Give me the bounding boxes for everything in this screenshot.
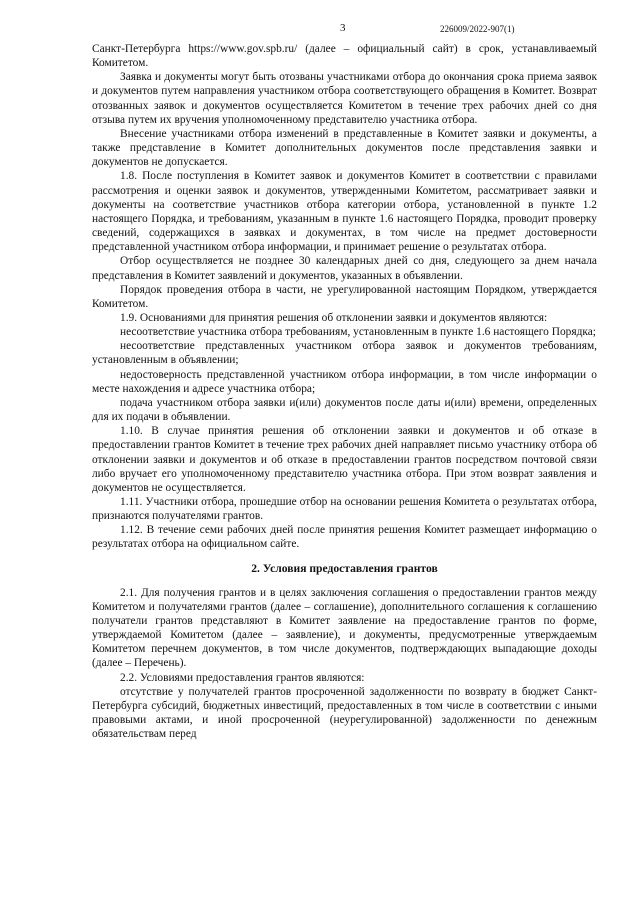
list-item: подача участником отбора заявки и(или) документов после даты и(или) времени, определенных для их подачи в объявлении. — [92, 396, 597, 424]
paragraph: Внесение участниками отбора изменений в представленные в Комитет заявки и документы, а также представление в Комитет дополнительных документов после представления заявки и документов не допускается. — [92, 127, 597, 169]
list-item: несоответствие участника отбора требованиям, установленным в пункте 1.6 настоящего Порядка; — [120, 326, 596, 339]
paragraph: 1.8. После поступления в Комитет заявок и документов Комитет в соответствии с правилами рассмотрения и оценки заявок и документов, утвержденными Комитетом, рассматривает заявки и документы на соответствие участников отбора категории отбора, установленной в пункте 1.2 настоящего Порядка, и требованиям, указанным в пункте 1.6 настоящего Порядка, проводит проверку сведений, содержащихся в заявках и документах, в том числе на предмет достоверности представленной участником отбора информации, и принимает решение о результатах отбора. — [92, 170, 597, 254]
paragraph: 1.10. В случае принятия решения об отклонении заявки и документов и об отказе в предоставлении грантов Комитет в течение трех рабочих дней направляет письмо участнику отбора об отклонении заявки и документов и об отказе в предоставлении грантов посредством почтовой связи либо вручает его уполномоченному представителю участника отбора. При этом возврат заявления и документов не осуществляется. — [92, 425, 597, 494]
paragraph: Порядок проведения отбора в части, не урегулированной настоящим Порядком, утверждается Комитетом. — [92, 283, 597, 310]
list-item: недостоверность представленной участником отбора информации, в том числе информации о месте нахождения и адресе участника отбора; — [92, 368, 597, 395]
document-body — [92, 42, 597, 741]
paragraph: 2.2. Условиями предоставления грантов являются: — [120, 671, 365, 684]
paragraph: 1.11. Участники отбора, прошедшие отбор на основании решения Комитета о результатах отбора, признаются получателями грантов. — [92, 496, 597, 523]
document-id: 226009/2022-907(1) — [440, 24, 515, 34]
paragraph: 1.9. Основаниями для принятия решения об отклонении заявки и документов являются: — [120, 311, 548, 324]
paragraph: Заявка и документы могут быть отозваны участниками отбора до окончания срока приема заявок и документов путем направления участником отбора соответствующего обращения в Комитет. Возврат отозванных заявок и документов осуществляется Комитетом в течение трех рабочих дней со дня отзыва путем их вручения уполномоченному представителю участника отбора. — [92, 71, 597, 126]
paragraph: Отбор осуществляется не позднее 30 календарных дней со дня, следующего за днем начала представления в Комитет заявлений и документов, указанных в объявлении. — [92, 255, 597, 282]
list-item: несоответствие представленных участником отбора заявок и документов требованиям, установленным в объявлении; — [92, 340, 597, 367]
paragraph: 1.12. В течение семи рабочих дней после принятия решения Комитет размещает информацию о результатах отбора на официальном сайте. — [92, 524, 597, 551]
paragraph: 2.1. Для получения грантов и в целях заключения соглашения о предоставлении грантов между Комитетом и получателями грантов (далее – соглашение), дополнительного соглашения к соглашению получатели грантов представляют в Комитет заявление на предоставление грантов по форме, утверждаемой Комитетом (далее – заявление), и документы, предусмотренные утверждаемым Комитетом перечнем документов, в том числе документов, подтверждающих выпадающие доходы (далее – Перечень). — [92, 586, 597, 670]
list-item: отсутствие у получателей грантов просроченной задолженности по возврату в бюджет Санкт-Петербурга субсидий, бюджетных инвестиций, предоставленных в том числе в соответствии с иными правовыми актами, и иной просроченной (неурегулированной) задолженности по денежным обязательствам перед — [92, 685, 597, 741]
paragraph: Санкт-Петербурга https://www.gov.spb.ru/ (далее – официальный сайт) в срок, устанавливаемый Комитетом. — [92, 43, 597, 70]
page-number: 3 — [340, 22, 346, 34]
section-heading: 2. Условия предоставления грантов — [251, 561, 438, 575]
